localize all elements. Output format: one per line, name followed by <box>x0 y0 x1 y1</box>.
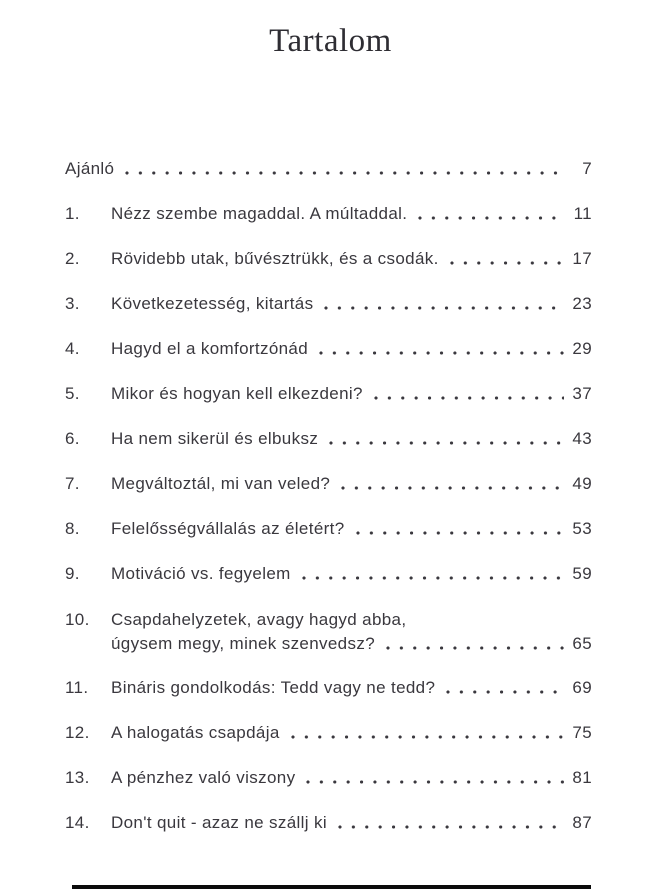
toc-item-number: 12. <box>65 723 90 742</box>
toc-item <box>65 338 592 360</box>
toc-item-page: 75 <box>572 723 592 742</box>
toc-item-number: 2. <box>65 249 80 268</box>
dot-leader <box>324 428 564 450</box>
toc-item-title: Rövidebb utak, bűvésztrükk, és a csodák. <box>111 249 439 268</box>
toc-item-page: 23 <box>572 294 592 313</box>
dot-leader <box>369 383 564 405</box>
toc-item-title: Ajánló <box>65 159 115 178</box>
toc-item-title-line2: úgysem megy, minek szenvedsz? <box>111 634 375 653</box>
toc-item-page: 7 <box>582 159 592 178</box>
dot-leader <box>314 338 564 360</box>
toc-item-title: Következetesség, kitartás <box>111 294 314 313</box>
toc-item <box>65 677 592 699</box>
toc-item-number: 10. <box>65 610 90 629</box>
toc-item-page: 65 <box>572 634 592 653</box>
toc-item-number: 1. <box>65 204 80 223</box>
toc-item-number: 7. <box>65 474 80 493</box>
toc-item-title: Megváltoztál, mi van veled? <box>111 474 331 493</box>
toc-item <box>65 158 592 180</box>
toc-item-page: 37 <box>572 384 592 403</box>
toc-item <box>65 608 592 656</box>
toc-item <box>65 383 592 405</box>
toc-item <box>65 428 592 450</box>
toc-item <box>65 518 592 540</box>
toc-item <box>65 563 592 585</box>
toc-item-number: 8. <box>65 519 80 538</box>
dot-leader <box>333 812 564 834</box>
toc-item-title: Bináris gondolkodás: Tedd vagy ne tedd? <box>111 678 436 697</box>
toc-item <box>65 293 592 315</box>
toc-item-page: 43 <box>572 429 592 448</box>
toc-item <box>65 473 592 495</box>
toc-item-page: 29 <box>572 339 592 358</box>
toc-item-number: 6. <box>65 429 80 448</box>
toc-item-title: Hagyd el a komfortzónád <box>111 339 309 358</box>
toc-item-page: 59 <box>572 564 592 583</box>
dot-leader <box>441 677 564 699</box>
dot-leader <box>351 518 564 540</box>
toc-item-number: 4. <box>65 339 80 358</box>
toc-item-page: 53 <box>572 519 592 538</box>
toc-item-title: Don't quit - azaz ne szállj ki <box>111 813 327 832</box>
table-of-contents <box>65 158 592 834</box>
toc-item-title: Nézz szembe magaddal. A múltaddal. <box>111 204 408 223</box>
dot-leader <box>301 767 564 789</box>
toc-item-title: Csapdahelyzetek, avagy hagyd abba, <box>111 610 407 629</box>
toc-item <box>65 248 592 270</box>
dot-leader <box>319 293 564 315</box>
toc-item-title: Felelősségvállalás az életért? <box>111 519 345 538</box>
toc-item <box>65 722 592 744</box>
toc-item-title: A halogatás csapdája <box>111 723 280 742</box>
dot-leader <box>336 473 564 495</box>
toc-item-number: 11. <box>65 678 89 697</box>
toc-item-number: 9. <box>65 564 80 583</box>
toc-item-page: 81 <box>572 768 592 787</box>
page-title: Tartalom <box>269 23 392 59</box>
dot-leader <box>413 203 564 225</box>
toc-item <box>65 203 592 225</box>
toc-item-title: Ha nem sikerül és elbuksz <box>111 429 319 448</box>
toc-item-title: Motiváció vs. fegyelem <box>111 564 291 583</box>
bottom-edge-bar <box>72 885 591 889</box>
toc-item <box>65 812 592 834</box>
toc-item-number: 13. <box>65 768 90 787</box>
dot-leader <box>445 248 564 270</box>
toc-item-page: 87 <box>572 813 592 832</box>
toc-item-page: 11 <box>573 204 592 223</box>
toc-item-title: A pénzhez való viszony <box>111 768 296 787</box>
dot-leader <box>297 563 564 585</box>
toc-item-page: 69 <box>572 678 592 697</box>
toc-item-number: 14. <box>65 813 90 832</box>
dot-leader <box>381 632 564 656</box>
toc-item-page: 17 <box>572 249 592 268</box>
dot-leader <box>286 722 564 744</box>
toc-item-title: Mikor és hogyan kell elkezdeni? <box>111 384 363 403</box>
toc-item-page: 49 <box>572 474 592 493</box>
dot-leader <box>120 158 564 180</box>
toc-item-number: 3. <box>65 294 80 313</box>
toc-item-number: 5. <box>65 384 80 403</box>
toc-item <box>65 767 592 789</box>
